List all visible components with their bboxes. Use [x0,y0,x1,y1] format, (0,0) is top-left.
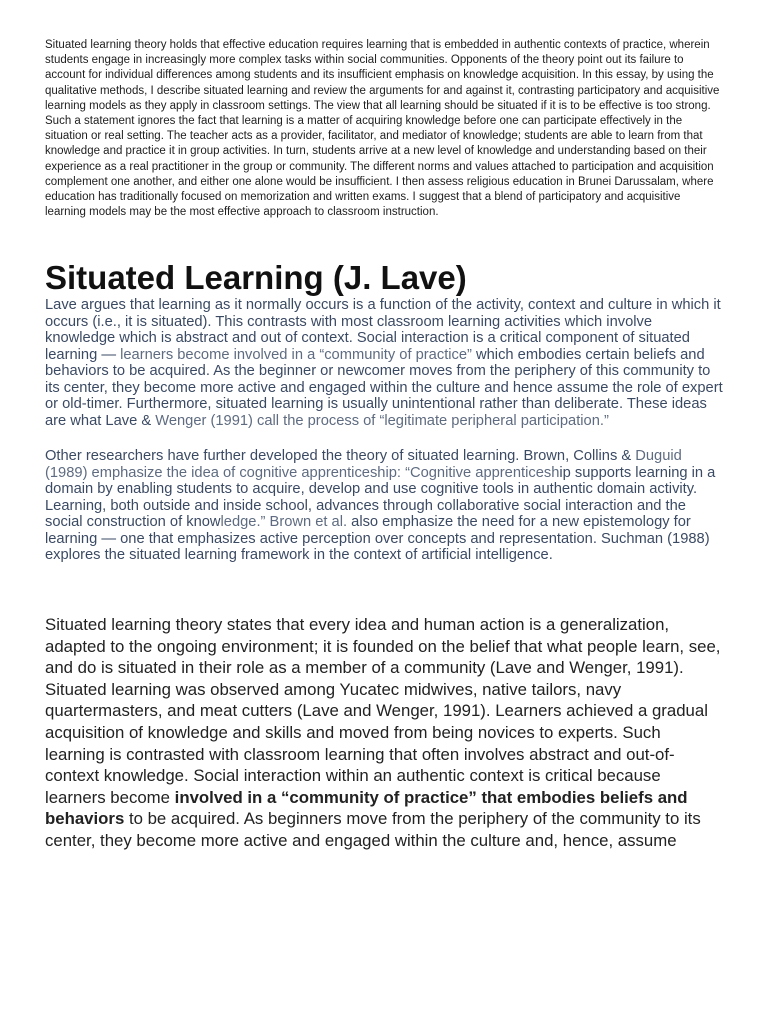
abstract-paragraph: Situated learning theory holds that effective education requires learning that is embedded in authentic contexts of practice, wherein students engage in increasingly more complex tasks within social communities. Opponents of the theory point out its failure to account for individual differences among students and its insufficient emphasis on knowledge acquisition. In this essay, by using the qualitative methods, I describe situated learning and review the arguments for and against it, contrasting participatory and acquisitive learning models as they apply in classroom settings. The view that all learning should be situated if it is to be effective is too strong. Such a statement ignores the fact that learning is a matter of acquiring knowledge before one can participate effectively in the situation or real setting. The teacher acts as a provider, facilitator, and mediator of knowledge; students are able to learn from that knowledge and practice it in group activities. In turn, students arrive at a new level of knowledge and understanding based on their experience as a real practitioner in the group or community. The different norms and values attached to participation and acquisition complement one another, and either one alone would be insufficient. I then assess religious education in Brunei Darussalam, where education has traditionally focused on memorization and written exams. I suggest that a blend of participatory and acquisitive learning models may be the most effective approach to classroom instruction. [45,39,720,219]
researchers-paragraph-text-end: also emphasize the need for a new epistemology for learning — one that emphasizes active perception over concepts and representation. Suchman (1988) explores the situated learning framework in the context of artificial intelligence. [45,514,710,564]
lave-paragraph [45,297,724,429]
section-heading: Situated Learning (J. Lave) [45,259,467,297]
researchers-paragraph [45,448,724,564]
body-bold-phrase: involved in a “community of practice” that embodies beliefs and behaviors [45,787,688,829]
lave-paragraph-text: Lave argues that learning as it normally occurs is a function of the activity, context and culture in which it occurs (i.e., it is situated). This contrasts with most classroom learning activities which involve knowledge which is abstract and out of context. Social interaction is a critical component of situated learning — [45,297,721,363]
duguid-citation: Duguid (1989) emphasize the idea of cognitive apprenticeship: “Cognitive apprenticesh [45,448,682,481]
researchers-paragraph-text-continued: ip supports learning in a domain by enabling students to acquire, develop and use cognitive tools in authentic domain activity. Learning, both outside and inside school, advances through collaborative social interaction and the social construction of know [45,464,716,531]
researchers-paragraph-text: Other researchers have further developed the theory of situated learning. Brown, Collins & [45,448,636,465]
brown-citation: ledge.” Brown et al. [220,514,348,531]
community-of-practice-phrase: learners become involved in a “community of practice” [120,346,472,363]
lave-paragraph-text-continued: which embodies certain beliefs and behaviors to be acquired. As the beginner or newcomer moves from the periphery of this community to its center, they become more active and engaged within the culture and hence assume the role of expert or old-timer. Furthermore, situated learning is usually unintentional rather than deliberate. These ideas are what Lave & [45,346,723,429]
body-paragraph [45,614,724,852]
body-paragraph-text-continued: to be acquired. As beginners move from the periphery of the community to its center, they become more active and engaged within the culture and, hence, assume [45,809,701,850]
body-paragraph-text: Situated learning theory states that every idea and human action is a generalization, adapted to the ongoing environment; it is founded on the belief that what people learn, see, and do is situated in their role as a member of a community (Lave and Wenger, 1991). Situated learning was observed among Yucatec midwives, native tailors, navy quartermasters, and meat cutters (Lave and Wenger, 1991). Learners achieved a gradual acquisition of knowledge and skills and moved from being novices to experts. Such learning is contrasted with classroom learning that often involves abstract and out-of-context knowledge. Social interaction within an authentic context is critical because learners become [45,614,721,807]
lave-wenger-citation: Wenger (1991) call the process of “legitimate peripheral participation.” [155,412,609,429]
